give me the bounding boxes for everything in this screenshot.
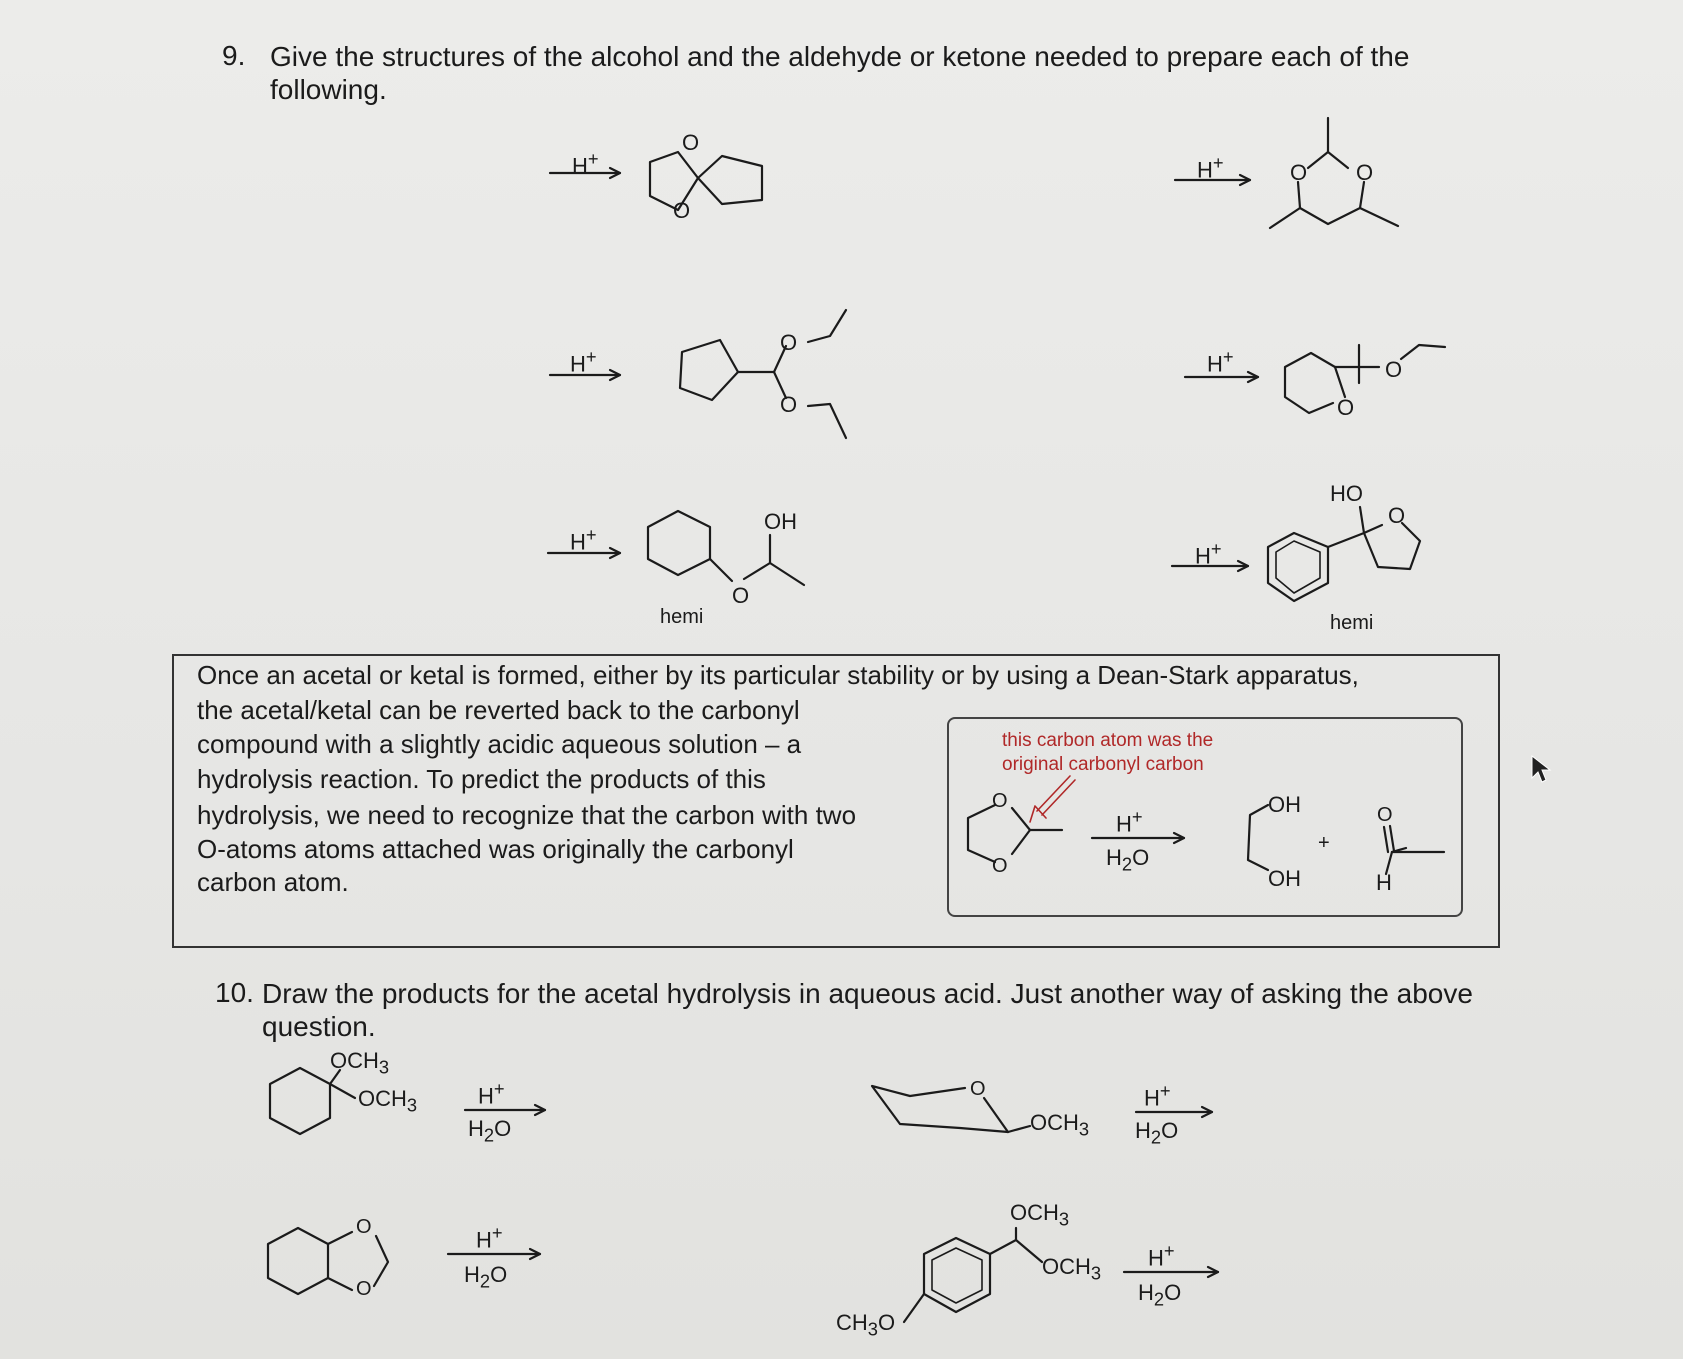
mouse-cursor-icon — [1530, 754, 1552, 784]
reaction-4-reagent: H+ — [1207, 346, 1234, 377]
example-reagent-bottom: $H_2O$ — [1106, 845, 1150, 875]
question-9-line2: following. — [270, 74, 387, 105]
q10d-reagent-bottom: $H_2O$ — [1138, 1280, 1182, 1310]
example-reagent-top: H+ — [1116, 806, 1143, 837]
svg-text:O: O — [673, 198, 691, 223]
q10a-och3-right: $OCH_3$ — [358, 1086, 418, 1116]
svg-text:OH: OH — [764, 509, 797, 534]
svg-text:O: O — [732, 583, 750, 608]
example-acetal-O-top: O — [992, 790, 1008, 812]
info-line-7: carbon atom. — [197, 867, 349, 897]
q10b-reagent-top: H+ — [1144, 1080, 1171, 1111]
info-line-3: compound with a slightly acidic aqueous solution – a — [197, 729, 802, 759]
q10a-reagent-top: H+ — [478, 1078, 505, 1109]
q10a-och3-top: $OCH_3$ — [330, 1048, 390, 1078]
annotation-line-1: this carbon atom was the — [1002, 730, 1214, 751]
svg-text:O: O — [1337, 395, 1355, 420]
q10b-ring-O: O — [970, 1078, 986, 1100]
info-line-1: Once an acetal or ketal is formed, either by its particular stability or by using a Dean-Stark apparatus, — [197, 660, 1359, 690]
svg-text:O: O — [1388, 503, 1406, 528]
reaction-2-reagent: H+ — [1197, 152, 1224, 183]
q10b-och3: $OCH_3$ — [1030, 1110, 1090, 1140]
svg-text:O: O — [682, 130, 700, 155]
example-acetal-O-bottom: O — [992, 855, 1008, 877]
q10d-och3-top: $OCH_3$ — [1010, 1200, 1070, 1230]
q10d-ch3o: $CH_3O$ — [836, 1310, 896, 1340]
svg-text:O: O — [1356, 160, 1374, 185]
q10c-O-top: O — [356, 1216, 372, 1238]
hemi-label-left: hemi — [660, 606, 704, 628]
reaction-6-reagent: H+ — [1195, 538, 1222, 569]
question-10-line1: Draw the products for the acetal hydrolysis in aqueous acid. Just another way of asking the above — [262, 978, 1473, 1009]
info-line-4: hydrolysis reaction. To predict the products of this — [197, 764, 766, 794]
reaction-1-reagent: H+ — [572, 148, 599, 179]
svg-text:O: O — [1385, 357, 1403, 382]
question-9-number: 9. — [222, 40, 246, 71]
reaction-3-reagent: H+ — [570, 346, 597, 377]
product-aldehyde-O: O — [1377, 804, 1393, 826]
annotation-line-2: original carbonyl carbon — [1002, 754, 1204, 775]
product-OH-top: OH — [1268, 792, 1301, 817]
reaction-5-reagent: H+ — [570, 524, 597, 555]
question-10-line2: question. — [262, 1011, 376, 1042]
question-9-line1: Give the structures of the alcohol and the aldehyde or ketone needed to prepare each of the — [270, 41, 1410, 72]
plus-sign: + — [1318, 832, 1330, 854]
info-line-6: O-atoms atoms attached was originally the carbonyl — [197, 834, 794, 864]
svg-text:O: O — [1290, 160, 1308, 185]
q10d-och3-right: $OCH_3$ — [1042, 1254, 1102, 1284]
q10b-reagent-bottom: $H_2O$ — [1135, 1118, 1179, 1148]
q10c-O-bottom: O — [356, 1278, 372, 1300]
product-OH-bottom: OH — [1268, 866, 1301, 891]
q10c-reagent-bottom: $H_2O$ — [464, 1262, 508, 1292]
info-line-5: hydrolysis, we need to recognize that the carbon with two — [197, 800, 857, 830]
svg-text:HO: HO — [1330, 481, 1363, 506]
question-10-number: 10. — [215, 977, 254, 1008]
svg-text:O: O — [780, 392, 798, 417]
q10d-reagent-top: H+ — [1148, 1240, 1175, 1271]
info-line-2: the acetal/ketal can be reverted back to the carbonyl — [197, 695, 800, 725]
q10a-reagent-bottom: $H_2O$ — [468, 1116, 512, 1146]
svg-text:O: O — [780, 330, 798, 355]
product-aldehyde-H: H — [1376, 870, 1392, 895]
hemi-label-right: hemi — [1330, 612, 1374, 634]
q10c-reagent-top: H+ — [476, 1222, 503, 1253]
